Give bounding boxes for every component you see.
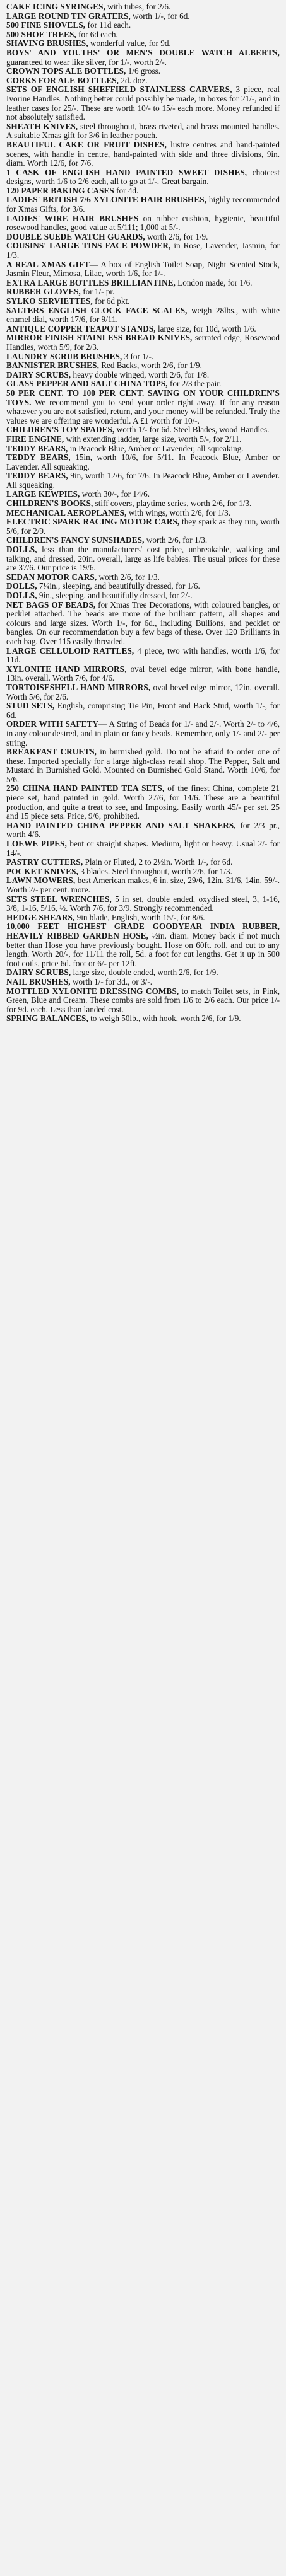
advertisement-heading: DAIRY SCRUBS, [6, 369, 71, 379]
advertisement-item [6, 30, 280, 40]
advertisement-heading: LARGE ROUND TIN GRATERS, [6, 11, 131, 21]
advertisement-heading: EXTRA LARGE BOTTLES BRILLIANTINE, [6, 277, 176, 287]
advertisement-item [6, 858, 280, 867]
advertisement-item [6, 683, 280, 702]
advertisement-item [6, 260, 280, 279]
advertisement-item [6, 297, 280, 306]
advertisement-heading: BANNISTER BRUSHES, [6, 361, 99, 371]
advertisement-item [6, 895, 280, 913]
advertisement-text: for 4d. [116, 185, 139, 195]
advertisement-text: 5 in set, double ended, oxydised steel, 3, 1-16, 3/8, 1-16, 5/16, ½. Worth 7/6, for 3/9. Strongly recommended. [6, 894, 280, 913]
advertisement-text: 4 piece, two with handles, worth 1/6, for 11d. [6, 645, 280, 665]
advertisement-item [6, 987, 280, 1015]
advertisement-item [6, 3, 280, 12]
advertisement-heading: DOUBLE SUEDE WATCH GUARDS, [6, 231, 145, 241]
advertisement-text: lustre centres and hand-painted scenes, with handle in centre, hand-painted with side and three divisions, 9in. diam. Worth 12/6, for 7/6. [6, 139, 280, 168]
advertisement-text: worth 2/6, for 1/3. [146, 535, 208, 545]
advertisement-heading: STUD SETS, [6, 701, 55, 711]
advertisement-text: in Peacock Blue, Amber or Lavender, all squeaking. [69, 443, 244, 453]
advertisement-item [6, 389, 280, 425]
advertisement-item [6, 233, 280, 242]
advertisement-text: best American makes, 6 in. size, 29/6, 12in. 31/6, 14in. 59/-. Worth 2/- per cent. more. [6, 875, 280, 894]
advertisement-text: A box of English Toilet Soap, Night Scented Stock, Jasmin Fleur, Mimosa, Lilac, worth 1/6, for 1/-. [6, 259, 280, 279]
advertisement-heading: BREAKFAST CRUETS, [6, 747, 97, 757]
advertisement-text: ½in. diam. Money back if not much better than Hose you have previously bought. Hose on 60ft. roll, and cut to any length. Worth 20/-, for 11/11 the roll, 5d. a foot for cut lengths. Get it up in 500 foot coils, price 6d. foot or 6/- per 12ft. [6, 930, 280, 968]
advertisement-item [6, 241, 280, 260]
advertisement-text: 1/6 gross. [128, 66, 161, 76]
advertisement-text: 15in, worth 10/6, for 5/11. In Peacock Blue, Amber or Lavender. All squeaking. [6, 453, 280, 471]
advertisement-item [6, 214, 280, 233]
advertisement-heading: 500 SHOE TREES, [6, 29, 76, 39]
advertisement-item [6, 39, 280, 49]
advertisement-text: 9in., sleeping, and beautifully dressed, for 2/-. [39, 591, 193, 600]
advertisement-heading: CHILDREN'S FANCY SUNSHADES, [6, 535, 145, 545]
advertisement-heading: RUBBER GLOVES, [6, 287, 81, 297]
advertisement-heading: GLASS PEPPER AND SALT CHINA TOPS, [6, 379, 168, 389]
advertisement-heading: HEDGE SHEARS, [6, 912, 75, 922]
advertisement-text: with tubes, for 2/6. [107, 2, 171, 11]
advertisement-heading: 250 CHINA HAND PAINTED TEA SETS, [6, 783, 165, 794]
advertisement-item [6, 352, 280, 362]
advertisement-heading: LARGE KEWPIES, [6, 489, 80, 499]
advertisement-item [6, 85, 280, 122]
advertisement-heading: COUSINS' LARGE TINS FACE POWDER, [6, 241, 171, 251]
advertisement-text: worth 1/- for 3d., or 3/-. [73, 976, 153, 986]
advertisement-item [6, 720, 280, 748]
advertisement-text: bent or straight shapes. Medium, light or heavy. Usual 2/- for 14/-. [6, 839, 280, 858]
advertisement-heading: TEDDY BEARS, [6, 443, 68, 453]
advertisement-heading: SPRING BALANCES, [6, 1014, 88, 1024]
advertisement-item [6, 821, 280, 840]
advertisement-text: in Rose, Lavender, Jasmin, for 1/3. [6, 241, 280, 260]
advertisement-heading: TEDDY BEARS, [6, 471, 68, 481]
advertisement-item [6, 287, 280, 297]
advertisement-text: with extending ladder, large size, worth 5/-, for 2/11. [66, 434, 242, 444]
advertisement-item [6, 12, 280, 21]
advertisement-heading: DAIRY SCRUBS, [6, 967, 71, 978]
advertisement-item [6, 867, 280, 877]
advertisement-text: A String of Beads for 1/- and 2/-. Worth 2/- to 4/6, in any colour desired, and in plain or fancy beads. Remember, only 1/- and 2/- per string. [6, 719, 280, 748]
advertisement-item [6, 379, 280, 389]
advertisement-heading: POCKET KNIVES, [6, 866, 79, 876]
advertisement-heading: SALTERS ENGLISH CLOCK FACE SCALES, [6, 305, 188, 315]
advertisement-text: oval bevel edge mirror, 12in. overall. Worth 5/6, for 2/6. [6, 682, 280, 702]
advertisement-item [6, 306, 280, 325]
advertisement-text: choicest designs, worth 1/6 to 2/6 each, all to go at 1/-. Great bargain. [6, 167, 280, 187]
advertisement-text: 9in blade, English, worth 15/-, for 8/6. [76, 912, 205, 922]
advertisement-text: wonderful value, for 9d. [90, 38, 171, 49]
advertisement-heading: SHAVING BRUSHES, [6, 38, 88, 49]
advertisement-text: 2d. doz. [121, 75, 148, 85]
advertisement-item [6, 665, 280, 683]
advertisement-item [6, 361, 280, 371]
advertisement-item [6, 187, 280, 196]
advertisement-item [6, 453, 280, 471]
advertisement-text: for 1/- pr. [83, 287, 115, 297]
advertisement-text: highly recommended for Xmas Gifts, for 3/6. [6, 195, 280, 214]
advertisement-item [6, 425, 280, 435]
advertisement-item [6, 122, 280, 141]
advertisement-heading: BOYS' AND YOUTHS' OR MEN'S DOUBLE WATCH ALBERTS, [6, 47, 280, 57]
advertisement-item [6, 49, 280, 67]
advertisement-text: large size, double ended, worth 2/6, for 1/9. [73, 967, 218, 978]
advertisement-item [6, 840, 280, 858]
advertisement-text: heavy double winged, worth 2/6, for 1/8. [73, 369, 210, 379]
advertisement-heading: TORTOISESHELL HAND MIRRORS, [6, 682, 151, 692]
advertisement-item [6, 1014, 280, 1024]
advertisement-text: for 2/3 pr., worth 4/6. [6, 820, 280, 840]
advertisement-text: for 11d each. [87, 20, 131, 30]
classified-advertisement-column [0, 0, 286, 1024]
advertisement-heading: A REAL XMAS GIFT— [6, 259, 98, 269]
advertisement-item [6, 591, 280, 601]
advertisement-heading: CHILDREN'S TOY SPADES, [6, 425, 115, 435]
advertisement-heading: LOEWE PIPES, [6, 839, 68, 849]
advertisement-heading: MOTTLED XYLONITE DRESSING COMBS, [6, 986, 179, 996]
advertisement-text: oval bevel edge mirror, with bone handle, 13in. overall. Worth 7/6, for 4/6. [6, 664, 280, 683]
advertisement-item [6, 922, 280, 968]
advertisement-text: for 6d each. [78, 29, 118, 39]
advertisement-text: worth 1/-, for 6d. [133, 11, 190, 21]
advertisement-heading: MECHANICAL AEROPLANES, [6, 507, 127, 517]
advertisement-item [6, 444, 280, 454]
advertisement-text: to weigh 50lb., with hook, worth 2/6, for 1/9. [90, 1014, 241, 1024]
advertisement-heading: ELECTRIC SPARK RACING MOTOR CARS, [6, 517, 180, 527]
advertisement-item [6, 573, 280, 582]
advertisement-text: Plain or Fluted, 2 to 2½in. Worth 1/-, for 6d. [85, 857, 233, 867]
advertisement-item [6, 76, 280, 86]
advertisement-item [6, 647, 280, 665]
advertisement-text: for Xmas Tree Decorations, with coloured bangles, or pecklet attached. The beads are more of the brilliant pattern, all shapes and colours and large sizes. Worth 1/-, for 6d., including Bullions, and pecklet or bangles. On our recommendation buy a few bags of these. Over 120 Brilliants in each bag. Over 115 easily threaded. [6, 599, 280, 646]
advertisement-heading: NET BAGS OF BEADS, [6, 599, 96, 609]
advertisement-text: with wings, worth 2/6, for 1/3. [128, 507, 230, 517]
advertisement-heading: MIRROR FINISH STAINLESS BREAD KNIVES, [6, 333, 193, 343]
advertisement-heading: SYLKO SERVIETTES, [6, 296, 93, 306]
advertisement-text: weigh 28lbs., with white enamel dial, worth 17/6, for 9/11. [6, 305, 280, 325]
advertisement-heading: XYLONITE HAND MIRRORS, [6, 664, 127, 674]
advertisement-item [6, 582, 280, 591]
advertisement-text: they spark as they run, worth 5/6, for 2/9. [6, 517, 280, 536]
advertisement-heading: FIRE ENGINE, [6, 434, 64, 444]
advertisement-heading: 120 PAPER BAKING CASES [6, 185, 114, 195]
advertisement-heading: LADIES' WIRE HAIR BRUSHES [6, 213, 139, 223]
advertisement-text: stiff covers, playtime series, worth 2/6, for 1/3. [95, 499, 252, 509]
advertisement-text: guaranteed to wear like silver, for 1/-, worth 2/-. [6, 57, 167, 67]
advertisement-item [6, 517, 280, 536]
advertisement-heading: TEDDY BEARS, [6, 453, 71, 463]
advertisement-item [6, 545, 280, 573]
advertisement-text: for 2/3 the pair. [169, 379, 222, 389]
advertisement-item [6, 279, 280, 288]
advertisement-text: 3 piece, real Ivorine Handles. Nothing better could possibly be made, in boxes for 21/-, and in leather cases for 25/-. These are worth 10/- to 15/- each more. Money refunded if not absolutely satisfied. [6, 84, 280, 122]
advertisement-item [6, 67, 280, 76]
advertisement-heading: SETS STEEL WRENCHES, [6, 894, 112, 904]
advertisement-text: less than the manufacturers' cost price, unbreakable, walking and talking, and dressed, 20in. overall, large as life babies. The usual prices for these are 37/6. Our price is 19/6. [6, 545, 280, 573]
advertisement-item [6, 876, 280, 894]
advertisement-text: Red Backs, worth 2/6, for 1/9. [101, 361, 202, 371]
advertisement-heading: LADIES' BRITISH 7/6 XYLONITE HAIR BRUSHES, [6, 195, 207, 205]
advertisement-text: English, comprising Tie Pin, Front and Back Stud, worth 1/-, for 6d. [6, 701, 280, 720]
advertisement-item [6, 168, 280, 187]
advertisement-item [6, 21, 280, 30]
advertisement-heading: DOLLS, [6, 591, 37, 600]
advertisement-heading: NAIL BRUSHES, [6, 976, 71, 986]
advertisement-text: 7¼in., sleeping, and beautifully dressed, for 1/6. [39, 581, 200, 591]
advertisement-item [6, 195, 280, 214]
advertisement-heading: ANTIQUE COPPER TEAPOT STANDS, [6, 323, 156, 333]
advertisement-text: worth 2/6, for 1/9. [147, 231, 208, 241]
advertisement-text: 9in, worth 12/6, for 7/6. In Peacock Blue, Amber or Lavender. All squeaking. [6, 471, 280, 490]
advertisement-text: in burnished gold. Do not be afraid to order one of these. Imported specially for a large high-class retail shop. The Pepper, Salt and Mustard in Burnished Gold. Mounted on Burnished Gold Stand. Worth 10/6, for 5/6. [6, 747, 280, 784]
advertisement-text: steel throughout, brass riveted, and brass mounted handles. A suitable Xmas gift for 3/6 in leather pouch. [6, 121, 280, 141]
advertisement-item [6, 471, 280, 490]
advertisement-text: worth 30/-, for 14/6. [81, 489, 150, 499]
advertisement-item [6, 702, 280, 720]
advertisement-item [6, 509, 280, 518]
advertisement-text: large size, for 10d, worth 1/6. [157, 323, 256, 333]
advertisement-text: worth 2/6, for 1/3. [98, 572, 160, 582]
advertisement-text: London made, for 1/6. [177, 277, 253, 287]
advertisement-text: of the finest China, complete 21 piece set, hand painted in gold. Worth 27/6, for 14/6. These are a beautiful production, and quite a treat to see, and Imposing. Easily worth 45/- per set. 25 and 15 piece sets. Price, 9/6, prohibited. [6, 783, 280, 821]
advertisement-text: serrated edge, Rosewood Handles, worth 5/9, for 2/3. [6, 333, 280, 352]
advertisement-item [6, 499, 280, 509]
advertisement-text: for 6d pkt. [95, 296, 130, 306]
advertisement-heading: CHILDREN'S BOOKS, [6, 499, 93, 509]
advertisement-item [6, 968, 280, 978]
advertisement-heading: LAWN MOWERS, [6, 875, 76, 886]
advertisement-heading: HAND PAINTED CHINA PEPPER AND SALT SHAKERS, [6, 820, 236, 830]
advertisement-heading: CORKS FOR ALE BOTTLES, [6, 75, 119, 85]
advertisement-text: to match Toilet sets, in Pink, Green, Blue and Cream. These combs are sold from 1/6 to 2/6 each. Our price 1/- for 9d. each. Less than landed cost. [6, 986, 280, 1014]
advertisement-heading: CROWN TOPS ALE BOTTLES, [6, 66, 126, 76]
advertisement-text: We recommend you to send your order right away. If for any reason whatever you are not satisfied, return, and your money will be refunded. Truly the values we are offering are wonderful. A £1 worth for 10/-. [6, 397, 280, 425]
advertisement-item [6, 490, 280, 499]
advertisement-heading: PASTRY CUTTERS, [6, 857, 83, 867]
advertisement-heading: ORDER WITH SAFETY— [6, 719, 107, 729]
advertisement-heading: CAKE ICING SYRINGES, [6, 2, 105, 11]
advertisement-heading: 500 FINE SHOVELS, [6, 20, 86, 30]
advertisement-text: on rubber cushion, hygienic, beautiful rosewood handles, good value at 5/111; 1,000 at 5/-. [6, 213, 280, 233]
advertisement-item [6, 141, 280, 168]
advertisement-heading: DOLLS, [6, 545, 37, 555]
advertisement-text: 3 blades. Steel throughout, worth 2/6, for 1/3. [80, 866, 232, 876]
advertisement-heading: 50 PER CENT. TO 100 PER CENT. SAVING ON YOUR CHILDREN'S TOYS. [6, 388, 280, 407]
advertisement-item [6, 784, 280, 821]
advertisement-heading: DOLLS, [6, 581, 37, 591]
advertisement-item [6, 748, 280, 784]
advertisement-heading: BEAUTIFUL CAKE OR FRUIT DISHES, [6, 139, 167, 149]
advertisement-text: 3 for 1/-. [124, 351, 154, 361]
advertisement-heading: SHEATH KNIVES, [6, 121, 78, 131]
advertisement-heading: LAUNDRY SCRUB BRUSHES, [6, 351, 122, 361]
advertisement-item [6, 601, 280, 647]
advertisement-item [6, 325, 280, 334]
advertisement-heading: 10,000 FEET HIGHEST GRADE GOODYEAR INDIA RUBBER, HEAVILY RIBBED GARDEN HOSE, [6, 921, 280, 940]
advertisement-item [6, 978, 280, 987]
advertisement-heading: SEDAN MOTOR CARS, [6, 572, 97, 582]
advertisement-item [6, 333, 280, 352]
advertisement-item [6, 536, 280, 545]
advertisement-item [6, 371, 280, 380]
advertisement-heading: SETS OF ENGLISH SHEFFIELD STAINLESS CARVERS, [6, 84, 232, 95]
advertisement-text: worth 1/- for 6d. Steel Blades, wood Handles. [116, 425, 270, 435]
advertisement-item [6, 913, 280, 923]
advertisement-heading: LARGE CELLULOID RATTLES, [6, 645, 134, 656]
advertisement-item [6, 435, 280, 444]
advertisement-heading: 1 CASK OF ENGLISH HAND PAINTED SWEET DISHES, [6, 167, 247, 177]
